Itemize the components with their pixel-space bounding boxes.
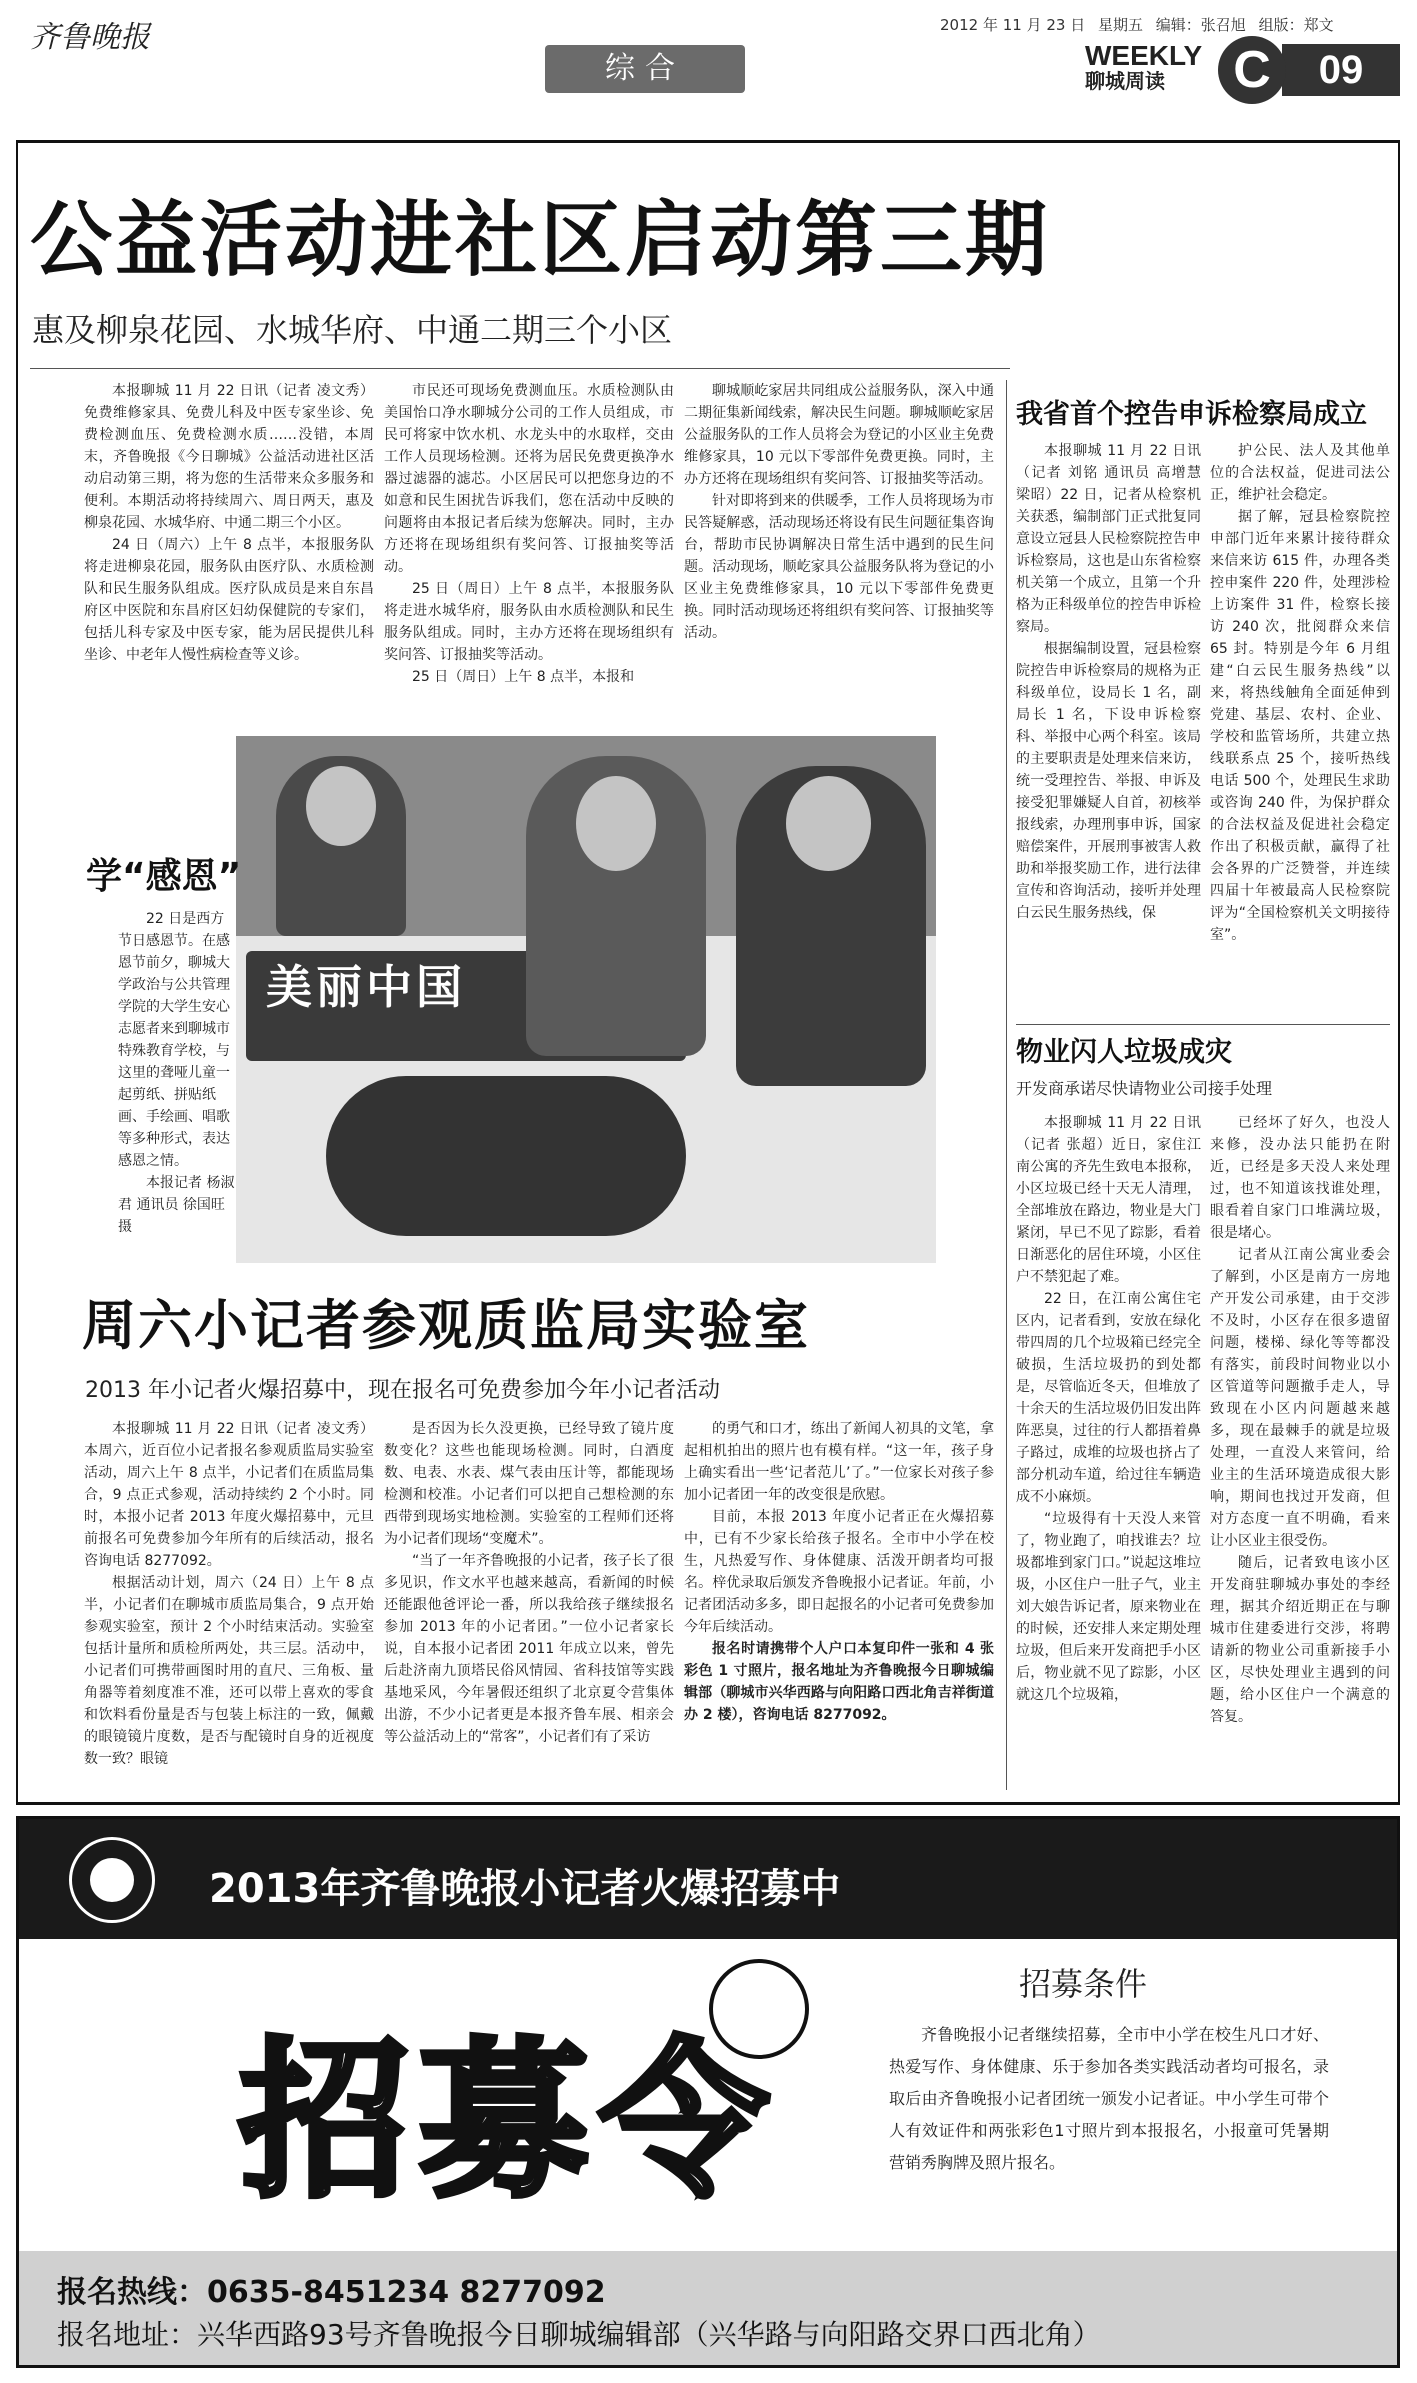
feature-title: 学“感恩” — [86, 856, 242, 897]
layout-credit: 组版：郑文 — [1258, 16, 1334, 34]
page-number: 09 — [1282, 44, 1400, 96]
paragraph: 的勇气和口才，练出了新闻人初具的文笔，拿起相机拍出的照片也有模有样。“这一年，孩子身上确实看出一些‘记者范儿’了。”一位家长对孩子参加小记者团一年的改变很是欣慰。 — [684, 1421, 994, 1503]
lead-subhead: 惠及柳泉花园、水城华府、中通二期三个小区 — [32, 311, 673, 349]
recruitment-ad — [16, 1816, 1400, 2368]
weekly-sub-label: 聊城周读 — [1085, 71, 1165, 93]
sidebar2-subhead: 开发商承诺尽快请物业公司接手处理 — [1016, 1079, 1273, 1098]
story2-headline: 周六小记者参观质监局实验室 — [82, 1294, 810, 1357]
sidebar1-column-2 — [1210, 440, 1390, 946]
sidebar-divider — [1016, 1024, 1390, 1025]
paragraph: 报名时请携带个人户口本复印件一张和 4 张彩色 1 寸照片，报名地址为齐鲁晚报今日聊城编辑部（聊城市兴华西路与向阳路口西北角吉祥街道办 2 楼），咨询电话 8277092。 — [684, 1641, 994, 1723]
ad-hotline: 报名热线：0635-8451234 8277092 — [57, 2275, 606, 2310]
story2-subhead: 2013 年小记者火爆招募中，现在报名可免费参加今年小记者活动 — [85, 1378, 720, 1403]
story2-column-2 — [384, 1418, 674, 1748]
story2-column-1 — [84, 1418, 374, 1770]
masthead — [0, 0, 1417, 130]
page-section-letter: C — [1218, 36, 1286, 104]
byline: 本报记者 杨淑君 通讯员 徐国旺摄 — [118, 1175, 235, 1235]
paragraph: 根据编制设置，冠县检察院控告申诉检察局的规格为正科级单位，设局长 1 名，副局长 1 名，下设申诉检察科、举报中心两个科室。该局的主要职责是处理来信来访，统一受理控告、举报、申诉及接受犯罪嫌疑人自首，初核举报线索，办理刑事申诉，国家赔偿案件，开展刑事被害人救助和举报奖励工作，进行法律宣传和咨询活动，接听并处理白云民生服务热线，保 — [1016, 641, 1201, 921]
ad-conditions-title: 招募条件 — [1019, 1965, 1148, 2003]
issue-weekday: 星期五 — [1097, 16, 1143, 34]
weekly-label: WEEKLY — [1085, 40, 1203, 71]
ad-title: 2013年齐鲁晚报小记者火爆招募中 — [209, 1866, 841, 1912]
paragraph: 本报聊城 11 月 22 日讯（记者 凌文秀）免费维修家具、免费儿科及中医专家坐诊、免费检测血压、免费检测水质……没错，本周末，齐鲁晚报《今日聊城》公益活动进社区活动启动第三期，将为您的生活带来众多服务和便利。本期活动将持续周六、周日两天，惠及柳泉花园、水城华府、中通二期三个小区。 — [84, 383, 374, 531]
paragraph: 根据活动计划，周六（24 日）上午 8 点半，小记者们在聊城市质监局集合，9 点开始参观实验室，预计 2 个小时结束活动。实验室包括计量所和质检所两处，共三层。活动中，小记者们可携带画图时用的直尺、三角板、量角器等着刻度准不准，还可以带上喜欢的零食和饮料看份量是否与包装上标注的一致，佩戴的眼镜镜片度数，是否与配镜时自身的近视度数一致？眼镜 — [84, 1575, 374, 1767]
paragraph: 本报聊城 11 月 22 日讯（记者 凌文秀）本周六，近百位小记者报名参观质监局实验室活动，周六上午 8 点半，小记者们在质监局集合，9 点正式参观，活动持续约 2 个小时。同时，本报小记者 2013 年度火爆招募中，元旦前报名可免费参加今年所有的后续活动，报名咨询电话 8277092。 — [84, 1421, 374, 1569]
paragraph: 记者从江南公寓业委会了解到，小区是南方一房地产开发公司承建，由于交涉不及时，小区存在很多遗留问题，楼梯、绿化等等都没有落实，前段时间物业以小区管道等问题撤手走人，导致现在小区内问题越来越多，现在最棘手的就是垃圾处理，一直没人来管问，给业主的生活环境造成很大影响，期间也找过开发商，但对方态度一直不明确，看来让小区业主很受伤。 — [1210, 1247, 1390, 1549]
paragraph: 市民还可现场免费测血压。水质检测队由美国怡口净水聊城分公司的工作人员组成，市民可将家中饮水机、水龙头中的水取样，交由工作人员现场检测。还将为居民免费更换净水器过滤器的滤芯。小区居民可以把您身边的不如意和民生困扰告诉我们，您在活动中反映的问题将由本报记者后续为您解决。同时，主办方还将在现场组织有奖问答、订报抽奖等活动。 — [384, 383, 674, 575]
sidebar1-title: 我省首个控告申诉检察局成立 — [1016, 399, 1367, 430]
paragraph: 25 日（周日）上午 8 点半，本报服务队将走进水城华府，服务队由水质检测队和民生服务队组成。同时，主办方还将在现场组织有奖问答、订报抽奖等活动。 — [384, 581, 674, 663]
lead-divider — [30, 368, 1010, 369]
story2-column-3 — [684, 1418, 994, 1726]
child-face — [786, 776, 871, 871]
sidebar2-column-2 — [1210, 1112, 1390, 1728]
child-face — [576, 776, 656, 871]
paragraph: “垃圾得有十天没人来管了，物业跑了，咱找谁去？垃圾都堆到家门口。”说起这堆垃圾，小区住户一肚子气，业主刘大娘告诉记者，原来物业在的时候，还安排人来定期处理垃圾，但后来开发商把手小区后，物业就不见了踪影，小区就这几个垃圾箱， — [1016, 1511, 1201, 1703]
newspaper-brand: 齐鲁晚报 — [30, 20, 150, 55]
paragraph: 聊城顺屹家居共同组成公益服务队，深入中通二期征集新闻线索，解决民生问题。聊城顺屹家居公益服务队的工作人员将会为登记的小区业主免费维修家具，10 元以下零部件免费更换。同时，主办方还将在现场组织有奖问答、订报抽奖等活动。 — [684, 383, 994, 487]
paper-cut-text: 美丽中国 — [266, 960, 466, 1014]
ad-big-lettering: 招募令 — [239, 2023, 780, 2221]
paragraph: 本报聊城 11 月 22 日讯（记者 张超）近日，家住江南公寓的齐先生致电本报称，小区垃圾已经十天无人清理，全部堆放在路边，物业是大门紧闭，早已不见了踪影，看着日渐恶化的居住环境，小区住户不禁犯起了难。 — [1016, 1115, 1201, 1285]
feature-caption — [118, 908, 238, 1238]
editor-credit: 编辑：张召旭 — [1155, 16, 1246, 34]
lead-column-2 — [384, 380, 674, 688]
ad-address: 报名地址：兴华西路93号齐鲁晚报今日聊城编辑部（兴华路与向阳路交界口西北角） — [57, 2318, 1101, 2351]
lead-headline: 公益活动进社区启动第三期 — [30, 193, 1051, 288]
paragraph: 针对即将到来的供暖季，工作人员将现场为市民答疑解惑，活动现场还将设有民生问题征集咨询台，帮助市民协调解决日常生活中遇到的民生问题。活动现场，顺屹家具公益服务队将为登记的小区业主免费维修家具，10 元以下零部件免费更换。同时活动现场还将组织有奖问答、订报抽奖等活动。 — [684, 493, 994, 641]
lead-column-3 — [684, 380, 994, 644]
paragraph: 目前，本报 2013 年度小记者正在火爆招募中，已有不少家长给孩子报名。全市中小学在校生，凡热爱写作、身体健康、活泼开朗者均可报名。梓优录取后颁发齐鲁晚报小记者证。年前，小记者团活动多多，即日起报名的小记者可免费参加今年后续活动。 — [684, 1509, 994, 1635]
paragraph: 22 日是西方节日感恩节。在感恩节前夕，聊城大学政治与公共管理学院的大学生安心志愿者来到聊城市特殊教育学校，与这里的聋哑儿童一起剪纸、拼贴纸画、手绘画、唱歌等多种形式，表达感恩之情。 — [118, 911, 230, 1169]
sidebar2-column-1 — [1016, 1112, 1201, 1706]
ad-conditions-body — [889, 2019, 1329, 2179]
sidebar-rule — [1006, 380, 1007, 1790]
weekly-logo — [1085, 42, 1202, 94]
paragraph: 齐鲁晚报小记者继续招募，全市中小学在校生凡口才好、热爱写作、身体健康、乐于参加各类实践活动者均可报名，录取后由齐鲁晚报小记者团统一颁发小记者证。中小学生可带个人有效证件和两张彩色1寸照片到本报报名，小报童可凭暑期营销秀胸牌及照片报名。 — [889, 2025, 1329, 2172]
section-tab: 综合 — [545, 45, 745, 93]
issue-date: 2012 年 11 月 23 日 — [940, 16, 1086, 34]
feature-photo — [236, 736, 936, 1263]
paragraph: 22 日，在江南公寓住宅区内，记者看到，安放在绿化带四周的几个垃圾箱已经完全破损，生活垃圾扔的到处都是，尽管临近冬天，但堆放了十余天的生活垃圾仍旧发出阵阵恶臭，过往的行人都捂着鼻子路过，成堆的垃圾也挤占了部分机动车道，给过往车辆造成不小麻烦。 — [1016, 1291, 1201, 1505]
paragraph: 25 日（周日）上午 8 点半，本报和 — [412, 669, 635, 685]
paragraph: 据了解，冠县检察院控申部门近年来累计接待群众来信来访 615 件，办理各类控申案件 220 件，处理涉检上访案件 31 件，检察长接访 240 次，批阅群众来信 65 封。特别是今年 6 月组建“白云民生服务热线”以来，将热线触角全面延伸到党建、基层、农村、企业、学校和监管场所，共建立热线联系点 25 个，接听热线电话 500 个，处理民生求助或咨询 240 件，为保护群众的合法权益及促进社会稳定作出了积极贡献，赢得了社会各界的广泛赞誉，并连续四届十年被最高人民检察院评为“全国检察机关文明接待室”。 — [1210, 509, 1390, 943]
dateline — [940, 14, 1342, 35]
paragraph: 是否因为长久没更换，已经导致了镜片度数变化？这些也能现场检测。同时，白酒度数、电表、水表、煤气表由压计等，都能现场检测和校准。小记者们可以把自己想检测的东西带到现场实地检测。实验室的工程师们还将为小记者们现场“变魔术”。 — [384, 1421, 674, 1547]
paragraph: 已经坏了好久，也没人来修，没办法只能扔在附近，已经是多天没人来处理过，也不知道该找谁处理，眼看着自家门口堆满垃圾，很是堵心。 — [1210, 1115, 1390, 1241]
sidebar1-column-1 — [1016, 440, 1201, 924]
child-face — [306, 766, 376, 846]
paper-cut-flower — [326, 1076, 686, 1236]
paragraph: 随后，记者致电该小区开发商驻聊城办事处的李经理，据其介绍近期正在与聊城市住建委进行交涉，将聘请新的物业公司重新接手小区，尽快处理业主遇到的问题，给小区住户一个满意的答复。 — [1210, 1555, 1390, 1725]
paragraph: 24 日（周六）上午 8 点半，本报服务队将走进柳泉花园，服务队由医疗队、水质检测队和民生服务队组成。医疗队成员是来自东昌府区中医院和东昌府区妇幼保健院的专家们，包括儿科专家及中医专家，能为居民提供儿科坐诊、中老年人慢性病检查等义诊。 — [84, 537, 374, 663]
lead-column-1 — [84, 380, 374, 666]
sidebar2-title: 物业闪人垃圾成灾 — [1016, 1037, 1232, 1068]
paragraph: “当了一年齐鲁晚报的小记者，孩子长了很多见识，作文水平也越来越高，看新闻的时候还能跟他爸评论一番，所以我给孩子继续报名参加 2013 年的小记者团。”一位小记者家长说，自本报小记者团 2011 年成立以来，曾先后赴济南九顶塔民俗风情园、省科技馆等实践基地采风，今年暑假还组织了北京夏令营集体出游，不少小记者更是本报齐鲁车展、相亲会等公益活动上的“常客”，小记者们有了采访 — [384, 1553, 674, 1745]
paragraph: 护公民、法人及其他单位的合法权益，促进司法公正，维护社会稳定。 — [1210, 443, 1390, 503]
paragraph: 本报聊城 11 月 22 日讯（记者 刘铭 通讯员 高增慧 梁昭）22 日，记者从检察机关获悉，编制部门正式批复同意设立冠县人民检察院控告申诉检察局，这也是山东省检察机关第一个成立，且第一个升格为正科级单位的控告申诉检察局。 — [1016, 443, 1201, 635]
reporter-club-logo-icon — [69, 1837, 155, 1923]
